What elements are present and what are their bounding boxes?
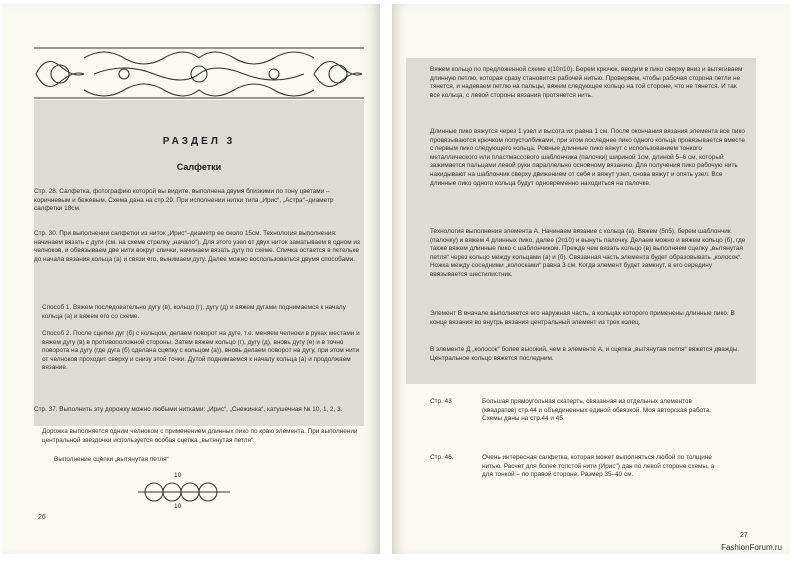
reference-label: Стр. 43 [430, 398, 452, 405]
paragraph: В элементе Д „колосок“ более высокий, чем в элементе А, и сцепка „вытянутая петля“ вяжется дважды. Центральное кольцо вяжется последним. [430, 346, 740, 362]
reference-text: Большая прямоугольная скатерть, связанная из отдельных элементов (квадратов) стр.44 и объединенных единой обвязкой. Моя авторская работа. Схемы даны на стр.44 и 45. [482, 398, 712, 423]
section-title: РАЗДЕЛ 3 [162, 136, 236, 147]
right-text-panel [406, 58, 756, 384]
diagram-label: 10 [174, 472, 182, 479]
right-page [392, 4, 790, 554]
paragraph: Стр. 28. Салфетка, фотографию которой вы видите, выполнена двумя близкими по тону цветами – коричневым и бежевым. Схема дана на стр.29. При исполнении нитки типа „Ирис“, „Астра“–диаметр салфетки 18см. [34, 188, 334, 213]
paragraph: Длинные пико вяжутся через 1 узел и высота их равна 1 см. После окончания вязания элемента все пико провязываются крючком полустолбиками, при этом последнее пико одного кольца провязывается вместе с первым пико следующего кольца. Ровные длинные пико вяжут с использованием тонкого металлического или пластмассового шаблончика (палочки) шириной 1см, длиной 5–6 см, который зажимается пальцами левой руки параллельно основному вязанию. Для получения пико рабочую нить накидывают на шаблончик сверху движением от себя и вяжут узел, снова вяжут и опять узел. Все длинные пико одного кольца будут одновременно находиться на палочке. [430, 128, 745, 187]
watermark: FashionForum.ru [721, 543, 782, 552]
section-subtitle: Салфетки [176, 162, 222, 172]
reference-label: Стр. 46. [430, 454, 454, 461]
paragraph: Технология выполнения элемента А. Начинаем вязание с кольца (а). Вяжем (5п5), берем шаблончик (палочку) и вяжем 4 длинных пико, далее (2п10) и вынуть палочку. Делаем можно и вяжем кольцо (б), где также вяжем длинные пико с шаблончиком. Прежде чем вязать кольцо (в) выполняем сцепку „вытянутая петля“ через кольцо между кольцами (а) и (б). Связанная часть элемента будет образовывать „колосок“. Ножка между соседними „колосками“ равна 3 см. Когда элемент будет замкнут, в его середину ввязывается шестилистник. [430, 228, 746, 278]
reference-row [430, 398, 750, 434]
rings-diagram-icon [138, 481, 230, 503]
paragraph: Дорожка выполняется одним челноком с применением длинных пико по краю элемента. При выполнении центральной звездочки используется особая сцепка „вытянутая петля“. [42, 428, 358, 444]
paragraph: Элемент В вначале выполняется его наружная часть, а кольцах которого применены длинные пико. В конце вязания во внутрь вязания центральный элемент из трех колец. [430, 310, 735, 326]
diagram-label: 10 [174, 503, 182, 510]
page-number: 27 [740, 532, 748, 539]
reference-row [430, 454, 750, 494]
page-number: 26 [38, 514, 46, 521]
paragraph: Стр. 37. Выполнить эту дорожку можно любыми нитками: „Ирис“, „Снежинка“, катушечная № 10, 1, 2, 3. [34, 406, 343, 413]
paragraph: Стр. 30. При выполнении салфетки из ниток „Ирис“–диаметр ее около 15см. Технология выполнения: начинаем вязать с дуги (см. на схеме стрелку „начало“). Для этого узел от двух ниток заматываем в одном из челноков, и обвязываем две нити вокруг спички, начинаем вязать дугу по схеме. Спичка остается в петельке до начала вязания кольца (а) и связи его, вынимаем дугу. Далее можно воспользоваться двумя способами. [34, 230, 360, 263]
left-page [2, 4, 380, 554]
paragraph: Способ 2. После сцепки дуг (б) с кольцом, делаем поворот на дуге, т.е. меняем челноки в руках местами и вяжем дугу (в) в противоположной стороны. Затем вяжем кольцо (г), дугу (д), вновь дугу (е) и в точно поворота на дугу (где дуга (б) сделана сцепку с кольцом (а)), вновь делаем поворот на дугу, при этом нити от челноков проходит сверху и снизу этой точки. Дутой поднимаемся к началу кольца (а) и продолжаем вязание. [42, 330, 360, 372]
stitch-diagram [138, 472, 230, 512]
paragraph: Выполнение сцепки „вытянутая петля“ [54, 456, 169, 463]
paragraph: Вяжем кольцо по предложенной схеме к(10п10). Берем крючок, вводим в пико сверху вниз и вытягиваем длинную петлю, которая сразу становится рабочей нитью. Проверяем, чтобы рабочая сторона петли не тянется, и надеваем петлю на пальцы, вяжем следующее кольцо на той стороне, что не тянется. И так все кольца, с левой стороны вязания протянется нить. [430, 66, 743, 99]
reference-text: Очень интересная салфетка, которая может выполняться любой по толщине нитью. Расчет для более толстой нити (Ирис") дан по левой стороне схемы, а для тонкой – по правой стороне. Размер 35–40 см. [482, 454, 715, 479]
paragraph: Способ 1. Вяжем последовательно дугу (в), кольцо (г), дугу (д) и вяжем дугами поднимаемся к началу кольца (а) и вяжем его со схеме. [42, 304, 346, 320]
ornament-header [34, 44, 364, 102]
